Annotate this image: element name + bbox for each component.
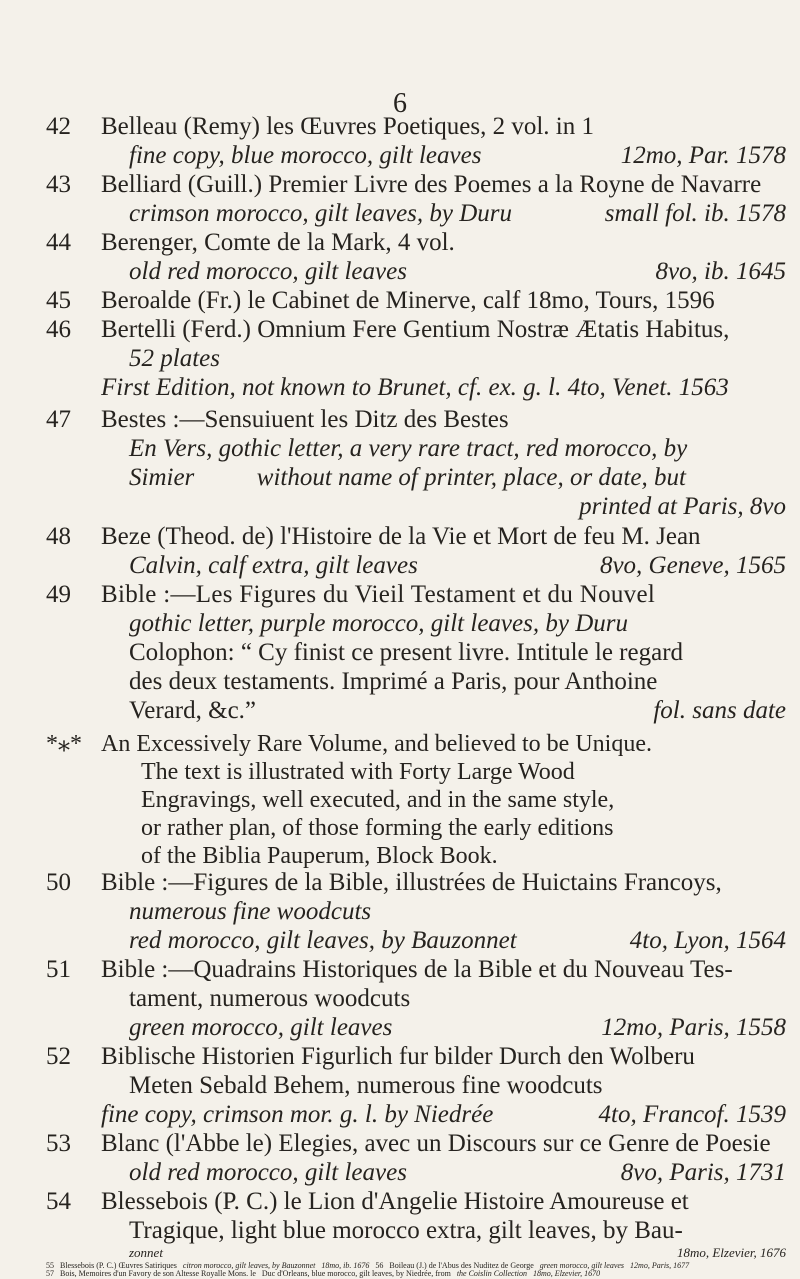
lot-entry bbox=[46, 112, 786, 170]
lot-title: Belleau (Remy) les Œuvres Poetiques, 2 vol. in 1 bbox=[101, 113, 594, 140]
lot-colophon: Verard, &c.” bbox=[129, 697, 257, 724]
lot-description: Meten Sebald Behem, numerous fine woodcuts bbox=[129, 1072, 603, 1099]
lot-entry bbox=[46, 955, 786, 1042]
lot-number: 46 bbox=[46, 316, 71, 343]
lot-title: Bible :—Les Figures du Vieil Testament et du Nouvel bbox=[101, 581, 656, 608]
lot-format: 8vo, Geneve, 1565 bbox=[599, 552, 786, 579]
lot-binding: old red morocco, gilt leaves bbox=[129, 1159, 407, 1186]
lot-number: 53 bbox=[46, 1130, 71, 1157]
lot-format: 18mo, Elzevier, 1676 bbox=[676, 1245, 786, 1260]
lot-binding: citron morocco, gilt leaves, by Bauzonnet bbox=[182, 1262, 316, 1270]
lot-entry bbox=[46, 1187, 786, 1245]
lot-number: 50 bbox=[46, 869, 71, 896]
lot-note: First Edition, not known to Brunet, cf. ex. g. l. 4to, Venet. 1563 bbox=[101, 374, 729, 401]
lot-entry bbox=[46, 286, 786, 315]
lot-description: gothic letter, purple morocco, gilt leaves, by Duru bbox=[129, 610, 628, 637]
lot-number: 48 bbox=[46, 523, 71, 550]
lot-number: 52 bbox=[46, 1043, 71, 1070]
lot-binding: zonnet bbox=[129, 1245, 163, 1260]
overflow-lots bbox=[0, 1262, 800, 1279]
lot-format: 8vo, ib. 1645 bbox=[655, 258, 786, 285]
lot-title: Bois, Memoires d'un Favory de son Altesse Royalle Mons. le bbox=[60, 1269, 256, 1278]
lot-title: Bertelli (Ferd.) Omnium Fere Gentium Nostræ Ætatis Habitus, bbox=[101, 316, 730, 343]
lot-entry bbox=[46, 868, 786, 955]
lot-binding: fine copy, crimson mor. g. l. by Niedrée bbox=[101, 1101, 494, 1128]
lot-number: 43 bbox=[46, 171, 71, 198]
lot-entry bbox=[46, 315, 786, 402]
lot-title: Beze (Theod. de) l'Histoire de la Vie et Mort de feu M. Jean bbox=[101, 523, 701, 550]
lot-format: 8vo, Paris, 1731 bbox=[620, 1159, 786, 1186]
lot-title: Bible :—Figures de la Bible, illustrées de Huictains Francoys, bbox=[101, 869, 722, 896]
lot-description: tament, numerous woodcuts bbox=[129, 985, 411, 1012]
lot-title: Berenger, Comte de la Mark, 4 vol. bbox=[101, 229, 455, 256]
lot-description: Duc d'Orleans, blue morocco, gilt leaves, by Niedrée, from bbox=[261, 1269, 451, 1278]
lot-number: 44 bbox=[46, 229, 71, 256]
lot-format: 12mo, Paris, 1677 bbox=[630, 1262, 690, 1270]
lot-title: Blessebois (P. C.) le Lion d'Angelie Histoire Amoureuse et bbox=[101, 1188, 689, 1215]
lot-title: Beroalde (Fr.) le Cabinet de Minerve, calf 18mo, Tours, 1596 bbox=[101, 287, 715, 314]
lot-title: Belliard (Guill.) Premier Livre des Poemes a la Royne de Navarre bbox=[101, 171, 762, 198]
lot-format: 12mo, Paris, 1558 bbox=[601, 1014, 786, 1041]
lot-description: crimson morocco, gilt leaves, by Duru bbox=[129, 200, 513, 227]
lot-binding: green morocco, gilt leaves bbox=[539, 1262, 625, 1270]
lot-description: numerous fine woodcuts bbox=[129, 898, 372, 925]
lot-entry bbox=[46, 522, 786, 580]
lot-binding: the Coislin Collection bbox=[456, 1269, 528, 1278]
lot-title: Boileau (J.) de l'Abus des Nuditez de George bbox=[389, 1262, 534, 1270]
lot-number: 49 bbox=[46, 581, 71, 608]
lot-description: old red morocco, gilt leaves bbox=[129, 258, 407, 285]
lot-note: Simier without name of printer, place, or date, but bbox=[129, 464, 686, 491]
lot-title: Bestes :—Sensuiuent les Ditz des Bestes bbox=[101, 406, 509, 433]
lot-description: En Vers, gothic letter, a very rare tract, red morocco, by bbox=[129, 435, 688, 462]
note-line: or rather plan, of those forming the early editions bbox=[141, 815, 614, 841]
lot-format: small fol. ib. 1578 bbox=[604, 200, 786, 227]
lot-format: fol. sans date bbox=[653, 697, 786, 724]
rarity-note bbox=[46, 730, 786, 870]
lot-format: 4to, Francof. 1539 bbox=[598, 1101, 786, 1128]
lot-format: printed at Paris, 8vo bbox=[579, 493, 786, 520]
note-line: An Excessively Rare Volume, and believed to be Unique. bbox=[101, 731, 652, 757]
lot-description: Tragique, light blue morocco extra, gilt leaves, by Bau- bbox=[129, 1217, 683, 1244]
lot-number: 57 bbox=[46, 1269, 54, 1278]
lot-description: 52 plates bbox=[129, 345, 220, 372]
lot-format: 12mo, Par. 1578 bbox=[620, 142, 786, 169]
lot-number: 56 bbox=[375, 1262, 384, 1270]
lot-number: 54 bbox=[46, 1188, 71, 1215]
asterism: *⁎* bbox=[46, 731, 82, 757]
lot-format: 4to, Lyon, 1564 bbox=[629, 927, 786, 954]
lot-number: 51 bbox=[46, 956, 71, 983]
lot-entry-compact bbox=[46, 1245, 786, 1261]
lot-description: Calvin, calf extra, gilt leaves bbox=[129, 552, 418, 579]
lot-number: 45 bbox=[46, 287, 71, 314]
lot-title: Biblische Historien Figurlich fur bilder Durch den Wolberu bbox=[101, 1043, 695, 1070]
lot-format: 18mo, Elzevier, 1670 bbox=[533, 1269, 601, 1278]
lot-number: 55 bbox=[46, 1262, 54, 1270]
page-number: 6 bbox=[393, 88, 407, 119]
note-line: The text is illustrated with Forty Large Wood bbox=[141, 759, 575, 785]
lot-entry bbox=[46, 1129, 786, 1187]
note-line: of the Biblia Pauperum, Block Book. bbox=[141, 843, 498, 869]
lot-title: Bible :—Quadrains Historiques de la Bible et du Nouveau Tes- bbox=[101, 956, 733, 983]
lot-format: 18mo, ib. 1676 bbox=[321, 1262, 370, 1270]
lot-colophon: des deux testaments. Imprimé a Paris, pour Anthoine bbox=[129, 668, 658, 695]
lot-entry bbox=[46, 580, 786, 725]
lot-entry bbox=[46, 1042, 786, 1129]
lot-binding: red morocco, gilt leaves, by Bauzonnet bbox=[129, 927, 517, 954]
lot-colophon: Colophon: “ Cy finist ce present livre. Intitule le regard bbox=[129, 639, 684, 666]
lot-number: 47 bbox=[46, 406, 71, 433]
lot-title: Blanc (l'Abbe le) Elegies, avec un Discours sur ce Genre de Poesie bbox=[101, 1130, 771, 1157]
note-line: Engravings, well executed, and in the same style, bbox=[141, 787, 615, 813]
lot-binding: green morocco, gilt leaves bbox=[129, 1014, 393, 1041]
lot-title: Blessebois (P. C.) Œuvres Satiriques bbox=[60, 1262, 177, 1270]
lot-description: fine copy, blue morocco, gilt leaves bbox=[129, 142, 482, 169]
lot-entry bbox=[46, 170, 786, 228]
lot-number: 42 bbox=[46, 113, 71, 140]
lot-entry bbox=[46, 405, 786, 521]
lot-entry bbox=[46, 228, 786, 286]
